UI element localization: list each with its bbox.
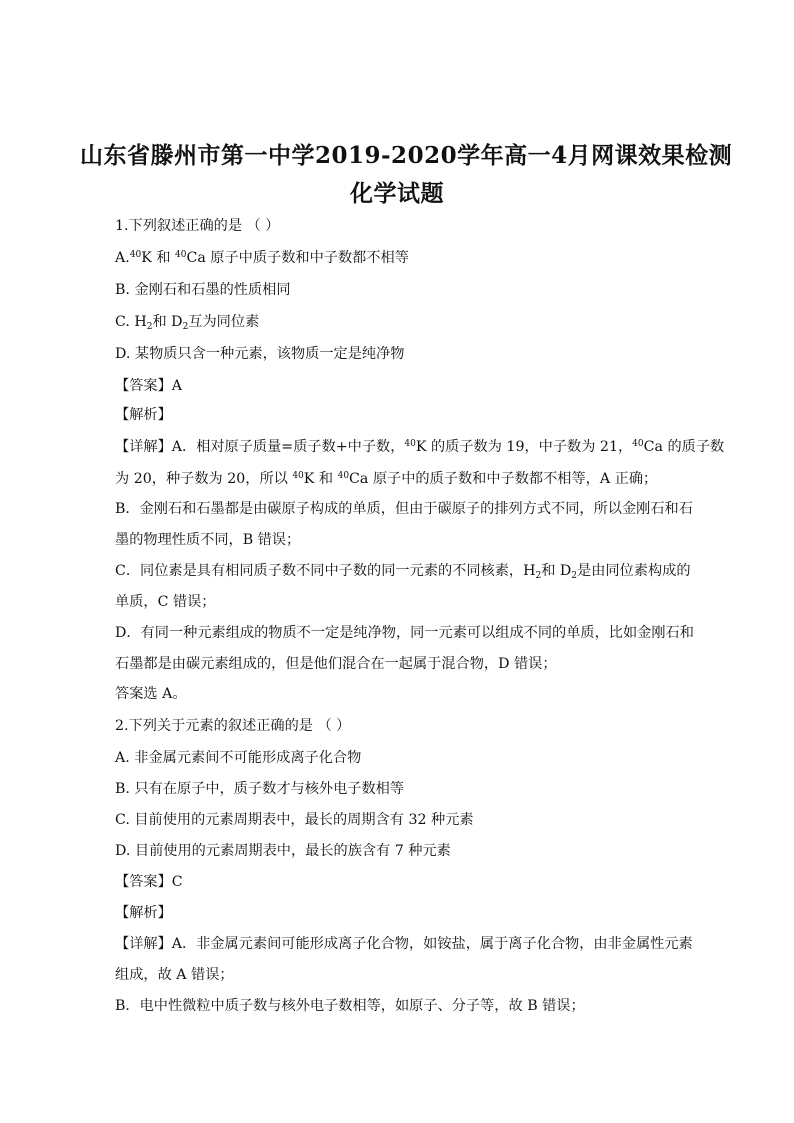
q2-option-b: B. 只有在原子中，质子数才与核外电子数相等: [115, 781, 405, 797]
q1-detail-line-8: 石墨都是由碳元素组成的，但是他们混合在一起属于混合物，D 错误；: [115, 656, 557, 672]
q1-detail-line-1: 【详解】A．相对原子质量=质子数+中子数，$^{40}$K 的质子数为 19，中子数为 21，$^{40}$Ca 的质子数: [115, 439, 725, 455]
q2-detail-line-2: 组成，故 A 错误；: [115, 967, 234, 983]
q2-option-c: C. 目前使用的元素周期表中，最长的周期含有 32 种元素: [115, 812, 474, 828]
q2-option-d: D. 目前使用的元素周期表中，最长的族含有 7 种元素: [115, 843, 451, 859]
q2-detail-line-3: B．电中性微粒中质子数与核外电子数相等，如原子、分子等，故 B 错误；: [115, 998, 585, 1014]
q1-option-b: B. 金刚石和石墨的性质相同: [115, 282, 291, 298]
q1-analysis-label: 【解析】: [115, 407, 172, 423]
q2-detail-line-1: 【详解】A．非金属元素间可能形成离子化合物，如铵盐，属于离子化合物，由非金属性元素: [115, 936, 693, 952]
q2-answer: 【答案】C: [115, 874, 183, 890]
q1-option-a: A.$^{40}$K 和 $^{40}$Ca 原子中质子数和中子数都不相等: [115, 250, 409, 266]
q1-stem: 1.下列叙述正确的是 （ ）: [115, 218, 280, 234]
q1-option-d: D. 某物质只含一种元素，该物质一定是纯净物: [115, 346, 405, 362]
q1-detail-line-6: 单质，C 错误；: [115, 594, 216, 610]
q1-detail-line-3: B．金刚石和石墨都是由碳原子构成的单质，但由于碳原子的排列方式不同，所以金刚石和石: [115, 501, 693, 517]
q2-stem: 2.下列关于元素的叙述正确的是 （ ）: [115, 718, 351, 734]
q1-option-c: C. $H_2$和 $D_2$互为同位素: [115, 314, 260, 332]
q1-detail-line-4: 墨的物理性质不同，B 错误；: [115, 532, 301, 548]
q2-option-a: A. 非金属元素间不可能形成离子化合物: [115, 750, 362, 766]
q1-detail-line-5: C．同位素是具有相同质子数不同中子数的同一元素的不同核素，$H_2$和 $D_2$是由同位素构成的: [115, 563, 691, 581]
q1-answer: 【答案】A: [115, 378, 183, 394]
q1-conclusion: 答案选 A。: [115, 686, 187, 702]
q1-detail-line-2: 为 20，种子数为 20，所以 $^{40}$K 和 $^{40}$Ca 原子中的质子数和中子数都不相等，A 正确；: [115, 471, 658, 487]
q1-detail-line-7: D．有同一种元素组成的物质不一定是纯净物，同一元素可以组成不同的单质，比如金刚石和: [115, 625, 694, 641]
document-title: 山东省滕州市第一中学2019-2020学年高一4月网课效果检测: [80, 142, 733, 169]
document-subtitle: 化学试题: [350, 180, 444, 207]
q2-analysis-label: 【解析】: [115, 905, 172, 921]
